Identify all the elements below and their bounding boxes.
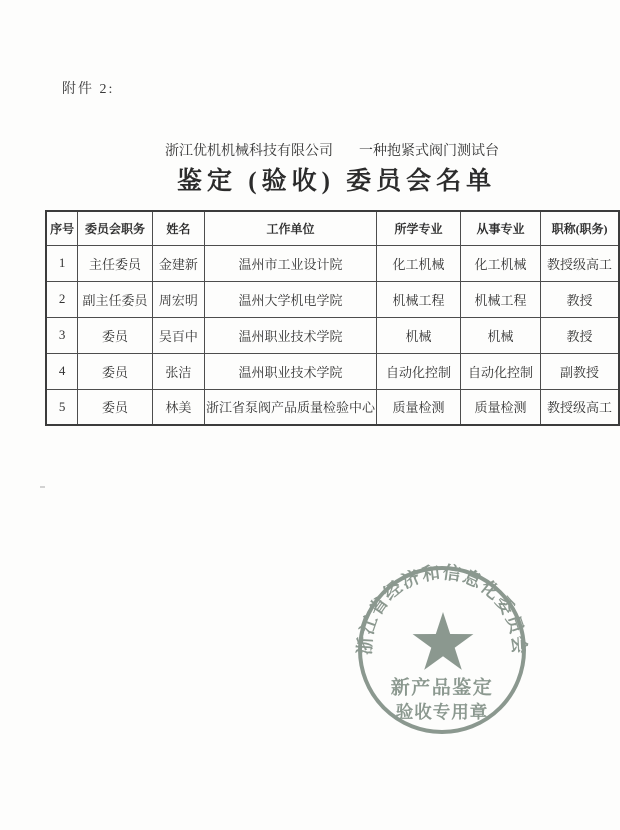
table-row: [46, 245, 619, 281]
cell-organization: 浙江省泵阀产品质量检验中心: [205, 389, 377, 425]
table-row: [46, 317, 619, 353]
header-name: 姓名: [152, 211, 204, 245]
cell-title: 副教授: [541, 353, 619, 389]
cell-organization: 温州职业技术学院: [205, 317, 377, 353]
cell-name: 金建新: [152, 245, 204, 281]
cell-serial: 1: [46, 245, 78, 281]
seal-center-line1: 新产品鉴定: [390, 677, 494, 699]
cell-major-studied: 化工机械: [377, 245, 461, 281]
cell-serial: 4: [46, 353, 78, 389]
cell-major-studied: 机械: [377, 317, 461, 353]
company-name: 浙江优机机械科技有限公司: [165, 144, 333, 159]
cell-title: 教授级高工: [541, 389, 619, 425]
header-serial: 序号: [46, 211, 78, 245]
cell-name: 张洁: [152, 353, 204, 389]
cell-major-engaged: 机械工程: [460, 281, 540, 317]
cell-name: 周宏明: [152, 281, 204, 317]
table-row: [46, 281, 619, 317]
header-position: 委员会职务: [78, 211, 153, 245]
table-header-row: [46, 211, 619, 245]
attachment-label: 附件 2:: [62, 82, 115, 97]
seal-ring-text: 浙江省经济和信息化委员会: [354, 562, 530, 656]
cell-name: 吴百中: [152, 317, 204, 353]
cell-major-studied: 质量检测: [377, 389, 461, 425]
scan-speck: [40, 486, 45, 488]
committee-table: [45, 210, 620, 426]
cell-position: 委员: [78, 389, 153, 425]
cell-position: 委员: [78, 317, 153, 353]
cell-major-engaged: 质量检测: [460, 389, 540, 425]
cell-organization: 温州职业技术学院: [205, 353, 377, 389]
cell-major-engaged: 机械: [460, 317, 540, 353]
cell-position: 委员: [78, 353, 153, 389]
cell-position: 主任委员: [78, 245, 153, 281]
cell-organization: 温州大学机电学院: [205, 281, 377, 317]
header-title: 职称(职务): [541, 211, 619, 245]
header-major-engaged: 从事专业: [460, 211, 540, 245]
project-name: 一种抱紧式阀门测试台: [359, 144, 499, 159]
cell-organization: 温州市工业设计院: [205, 245, 377, 281]
cell-serial: 3: [46, 317, 78, 353]
cell-title: 教授级高工: [541, 245, 619, 281]
cell-serial: 2: [46, 281, 78, 317]
cell-major-engaged: 化工机械: [460, 245, 540, 281]
table-row: [46, 389, 619, 425]
cell-major-studied: 自动化控制: [377, 353, 461, 389]
official-seal: [354, 562, 530, 738]
cell-major-studied: 机械工程: [377, 281, 461, 317]
seal-center-line2: 验收专用章: [395, 702, 489, 722]
cell-title: 教授: [541, 317, 619, 353]
header-organization: 工作单位: [205, 211, 377, 245]
cell-title: 教授: [541, 281, 619, 317]
page-title: 鉴定 (验收) 委员会名单: [177, 168, 497, 195]
header-major-studied: 所学专业: [377, 211, 461, 245]
star-icon: [413, 612, 474, 670]
document-subtitle: [165, 140, 499, 160]
table-row: [46, 353, 619, 389]
cell-position: 副主任委员: [78, 281, 153, 317]
cell-serial: 5: [46, 389, 78, 425]
cell-major-engaged: 自动化控制: [460, 353, 540, 389]
cell-name: 林美: [152, 389, 204, 425]
